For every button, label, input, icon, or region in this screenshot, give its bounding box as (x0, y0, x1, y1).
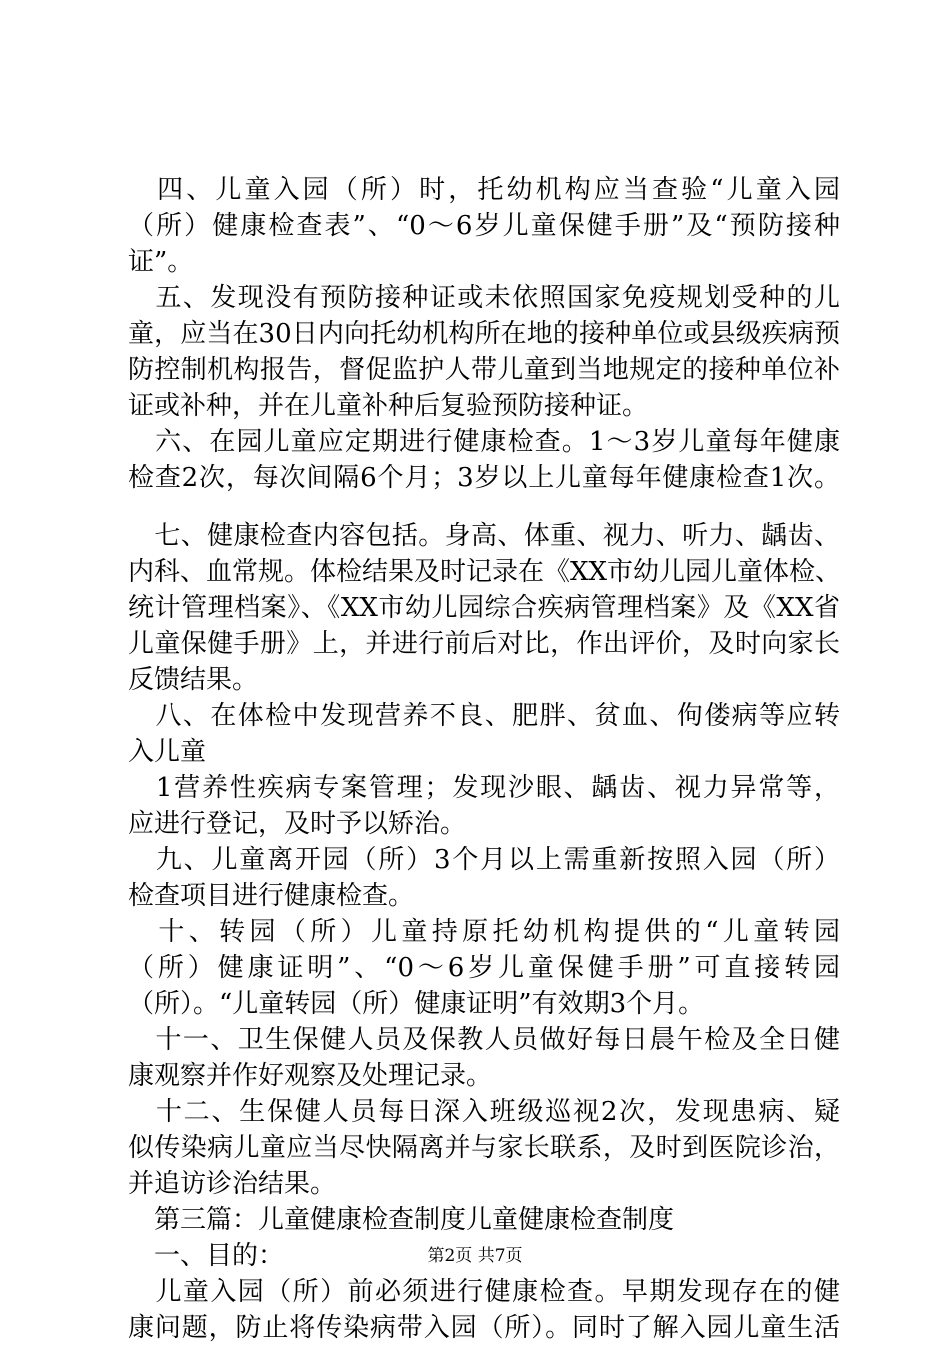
text-line: 检查项目进行健康检查。 (128, 881, 415, 911)
text-line: 童，应当在30日内向托幼机构所在地的接种单位或县级疾病预 (128, 319, 840, 349)
text-line: 儿童入园（所）前必须进行健康检查。早期发现存在的健 (128, 1277, 840, 1307)
text-line: 反馈结果。 (128, 665, 259, 695)
section-heading: 第三篇：儿童健康检查制度儿童健康检查制度 (128, 1205, 675, 1235)
text-line: 九、儿童离开园（所）3个月以上需重新按照入园（所） (128, 845, 840, 875)
text-line: 七、健康检查内容包括。身高、体重、视力、听力、龋齿、 (128, 521, 840, 551)
text-line: （所）。“儿童转园（所）健康证明”有效期3个月。 (128, 989, 705, 1019)
text-line: 八、在体检中发现营养不良、肥胖、贫血、佝偻病等应转 (128, 701, 840, 731)
text-line: 一、目的： (128, 1241, 285, 1271)
text-line: 内科、血常规。体检结果及时记录在《XX市幼儿园儿童体检、 (128, 557, 842, 587)
text-line: 检查2次，每次间隔6个月；3岁以上儿童每年健康检查1次。 (128, 463, 840, 493)
text-line: 五、发现没有预防接种证或未依照国家免疫规划受种的儿 (128, 283, 840, 313)
text-line: 统计管理档案》、《XX市幼儿园综合疾病管理档案》及《XX省 (128, 593, 840, 623)
text-line: 儿童保健手册》上，并进行前后对比，作出评价，及时向家长 (128, 629, 840, 659)
text-line: （所）健康证明”、“0～6岁儿童保健手册”可直接转园 (128, 953, 840, 983)
page-footer: 第2页 共7页 (427, 1246, 523, 1266)
text-line: 似传染病儿童应当尽快隔离并与家长联系，及时到医院诊治， (128, 1133, 840, 1163)
text-line: 并追访诊治结果。 (128, 1169, 337, 1199)
text-line: 十一、卫生保健人员及保教人员做好每日晨午检及全日健 (128, 1025, 840, 1055)
text-line: 应进行登记，及时予以矫治。 (128, 809, 467, 839)
text-line: 1营养性疾病专案管理；发现沙眼、龋齿、视力异常等， (128, 773, 840, 803)
text-line: 防控制机构报告，督促监护人带儿童到当地规定的接种单位补 (128, 355, 840, 385)
text-line: 十、转园（所）儿童持原托幼机构提供的“儿童转园 (128, 917, 840, 947)
text-line: 康问题，防止将传染病带入园（所）。同时了解入园儿童生活 (128, 1313, 840, 1343)
text-line: 证或补种，并在儿童补种后复验预防接种证。 (128, 391, 649, 421)
text-line: 入儿童 (128, 737, 207, 767)
text-line: 十二、生保健人员每日深入班级巡视2次，发现患病、疑 (128, 1097, 840, 1127)
text-line: （所）健康检查表”、“0～6岁儿童保健手册”及“预防接种 (128, 211, 840, 241)
text-line: 康观察并作好观察及处理记录。 (128, 1061, 493, 1091)
text-line: 四、儿童入园（所）时，托幼机构应当查验“儿童入园 (128, 175, 840, 205)
text-line: 证”。 (128, 247, 194, 277)
text-line: 六、在园儿童应定期进行健康检查。1～3岁儿童每年健康 (128, 427, 840, 457)
